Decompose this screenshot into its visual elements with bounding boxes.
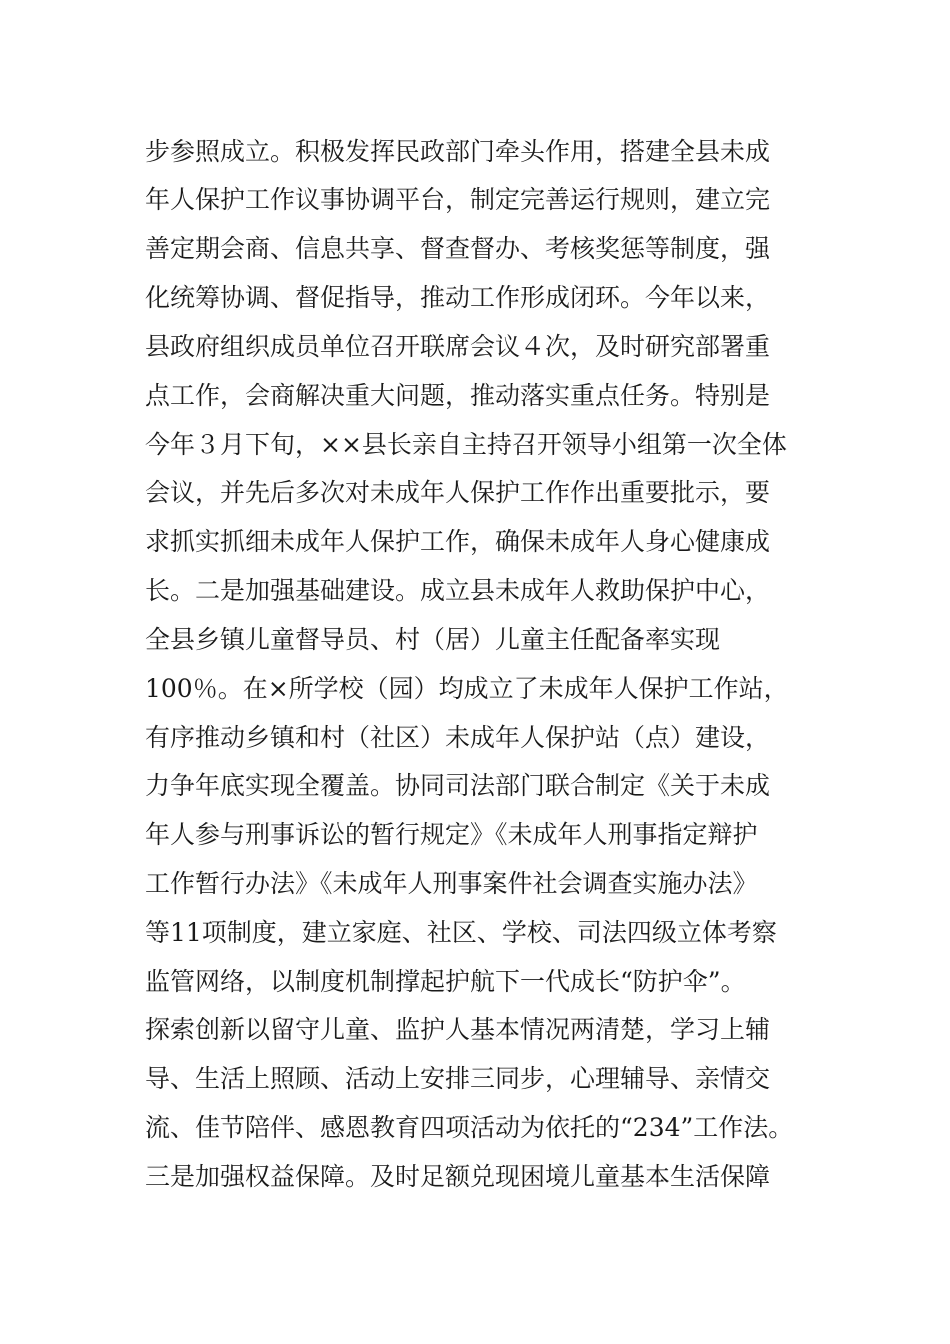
text-line: 点工作，会商解决重大问题，推动落实重点任务。特别是 bbox=[145, 381, 771, 410]
text-line: 全县乡镇儿童督导员、村（居）儿童主任配备率实现 bbox=[145, 625, 721, 654]
text-line: 探索创新以留守儿童、监护人基本情况两清楚，学习上辅 bbox=[145, 1015, 771, 1044]
text-line: 化统筹协调、督促指导，推动工作形成闭环。今年以来， bbox=[145, 283, 771, 312]
text-line: 三是加强权益保障。及时足额兑现困境儿童基本生活保障 bbox=[145, 1162, 771, 1191]
text-line: 工作暂行办法》《未成年人刑事案件社会调查实施办法》 bbox=[145, 869, 758, 898]
text-line: 100％。在×所学校（园）均成立了未成年人保护工作站， bbox=[145, 674, 789, 703]
text-line: 年人参与刑事诉讼的暂行规定》《未成年人刑事指定辩护 bbox=[145, 820, 758, 849]
text-line: 求抓实抓细未成年人保护工作，确保未成年人身心健康成 bbox=[145, 527, 771, 556]
text-line: 导、生活上照顾、活动上安排三同步，心理辅导、亲情交 bbox=[145, 1064, 771, 1093]
text-line: 会议，并先后多次对未成年人保护工作作出重要批示，要 bbox=[145, 478, 771, 507]
text-line: 监管网络，以制度机制撑起护航下一代成长“防护伞”。 bbox=[145, 967, 746, 996]
text-line: 善定期会商、信息共享、督查督办、考核奖惩等制度，强 bbox=[145, 234, 771, 263]
text-line: 今年３月下旬，××县长亲自主持召开领导小组第一次全体 bbox=[145, 430, 787, 459]
text-line: 流、佳节陪伴、感恩教育四项活动为依托的“234”工作法。 bbox=[145, 1113, 794, 1142]
text-line: 力争年底实现全覆盖。协同司法部门联合制定《关于未成 bbox=[145, 771, 771, 800]
text-line: 长。二是加强基础建设。成立县未成年人救助保护中心， bbox=[145, 576, 771, 605]
text-line: 县政府组织成员单位召开联席会议４次，及时研究部署重 bbox=[145, 332, 771, 361]
text-line: 年人保护工作议事协调平台，制定完善运行规则，建立完 bbox=[145, 185, 771, 214]
text-line: 步参照成立。积极发挥民政部门牵头作用，搭建全县未成 bbox=[145, 137, 771, 166]
text-line: 等11项制度，建立家庭、社区、学校、司法四级立体考察 bbox=[145, 918, 777, 947]
text-line: 有序推动乡镇和村（社区）未成年人保护站（点）建设， bbox=[145, 723, 771, 752]
